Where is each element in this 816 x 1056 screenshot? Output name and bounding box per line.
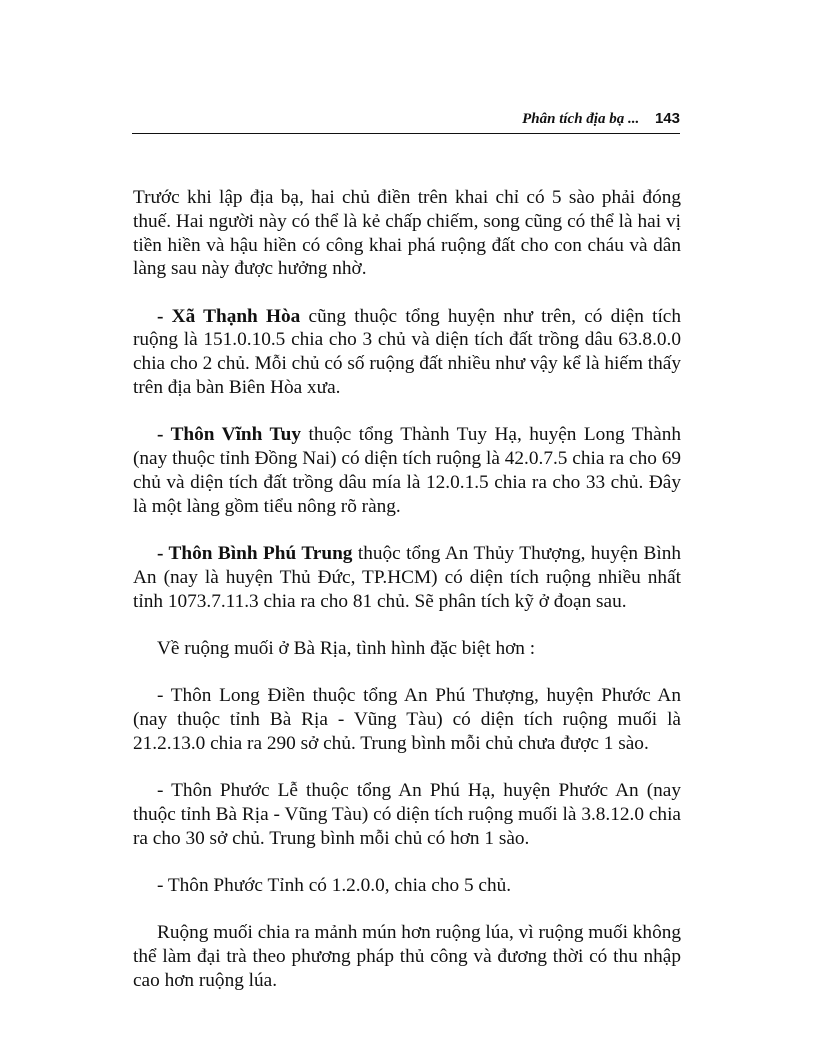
paragraph-text: - Thôn Long Điền thuộc tổng An Phú Thượng, huyện Phước An (nay thuộc tỉnh Bà Rịa - Vũng Tàu) có diện tích ruộng muối là 21.2.13.0 chia ra 290 sở chủ. Trung bình mỗi chủ chưa được 1 sào. xyxy=(133,685,681,754)
paragraph-lead: - Thôn Bình Phú Trung xyxy=(157,543,353,565)
paragraph xyxy=(133,423,681,518)
paragraph xyxy=(133,684,681,755)
paragraph-lead: - Xã Thạnh Hòa xyxy=(157,305,301,327)
paragraph-text: thuộc tổng An Thủy Thượng, huyện Bình An (nay là huyện Thủ Đức, TP.HCM) có diện tích ruộng nhiều nhất tỉnh 1073.7.11.3 chia ra cho 81 chủ. Sẽ phân tích kỹ ở đoạn sau. xyxy=(133,543,681,612)
chapter-title: Phân tích địa bạ ... xyxy=(522,111,640,127)
running-header xyxy=(132,108,680,130)
paragraph-text: thuộc tổng Thành Tuy Hạ, huyện Long Thành (nay thuộc tỉnh Đồng Nai) có diện tích ruộng là 42.0.7.5 chia ra cho 69 chủ và diện tích đất trồng dâu mía là 12.0.1.5 chia ra cho 33 chủ. Đây là một làng gồm tiểu nông rõ ràng. xyxy=(133,424,681,517)
paragraph xyxy=(133,305,681,400)
paragraph-text: Về ruộng muối ở Bà Rịa, tình hình đặc biệt hơn : xyxy=(157,637,536,659)
header-rule xyxy=(132,133,680,134)
paragraph xyxy=(133,186,681,281)
paragraph-text: Trước khi lập địa bạ, hai chủ điền trên khai chỉ có 5 sào phải đóng thuế. Hai người này có thể là kẻ chấp chiếm, song cũng có thể là hai vị tiền hiền và hậu hiền có công khai phá ruộng đất cho con cháu và dân làng sau này được hưởng nhờ. xyxy=(133,187,681,280)
paragraph-text: Ruộng muối chia ra mảnh mún hơn ruộng lúa, vì ruộng muối không thể làm đại trà theo phương pháp thủ công và đương thời có thu nhập cao hơn ruộng lúa. xyxy=(133,922,681,991)
paragraph xyxy=(133,921,681,992)
paragraph xyxy=(133,542,681,613)
paragraph xyxy=(133,637,681,661)
paragraph-text: cũng thuộc tổng huyện như trên, có diện tích ruộng là 151.0.10.5 chia cho 3 chủ và diện tích đất trồng dâu 63.8.0.0 chia cho 2 chủ. Mỗi chủ có số ruộng đất nhiều như vậy kể là hiếm thấy trên địa bàn Biên Hòa xưa. xyxy=(133,305,681,399)
paragraph xyxy=(133,874,681,898)
paragraph-text: - Thôn Phước Tỉnh có 1.2.0.0, chia cho 5 chủ. xyxy=(157,875,512,897)
paragraph-text: - Thôn Phước Lễ thuộc tổng An Phú Hạ, huyện Phước An (nay thuộc tỉnh Bà Rịa - Vũng Tàu) có diện tích ruộng muối là 3.8.12.0 chia ra cho 30 sở chủ. Trung bình mỗi chủ có hơn 1 sào. xyxy=(133,780,681,849)
page-number: 143 xyxy=(654,110,680,127)
body-text xyxy=(133,186,681,1016)
paragraph-lead: - Thôn Vĩnh Tuy xyxy=(157,424,301,446)
paragraph xyxy=(133,779,681,850)
